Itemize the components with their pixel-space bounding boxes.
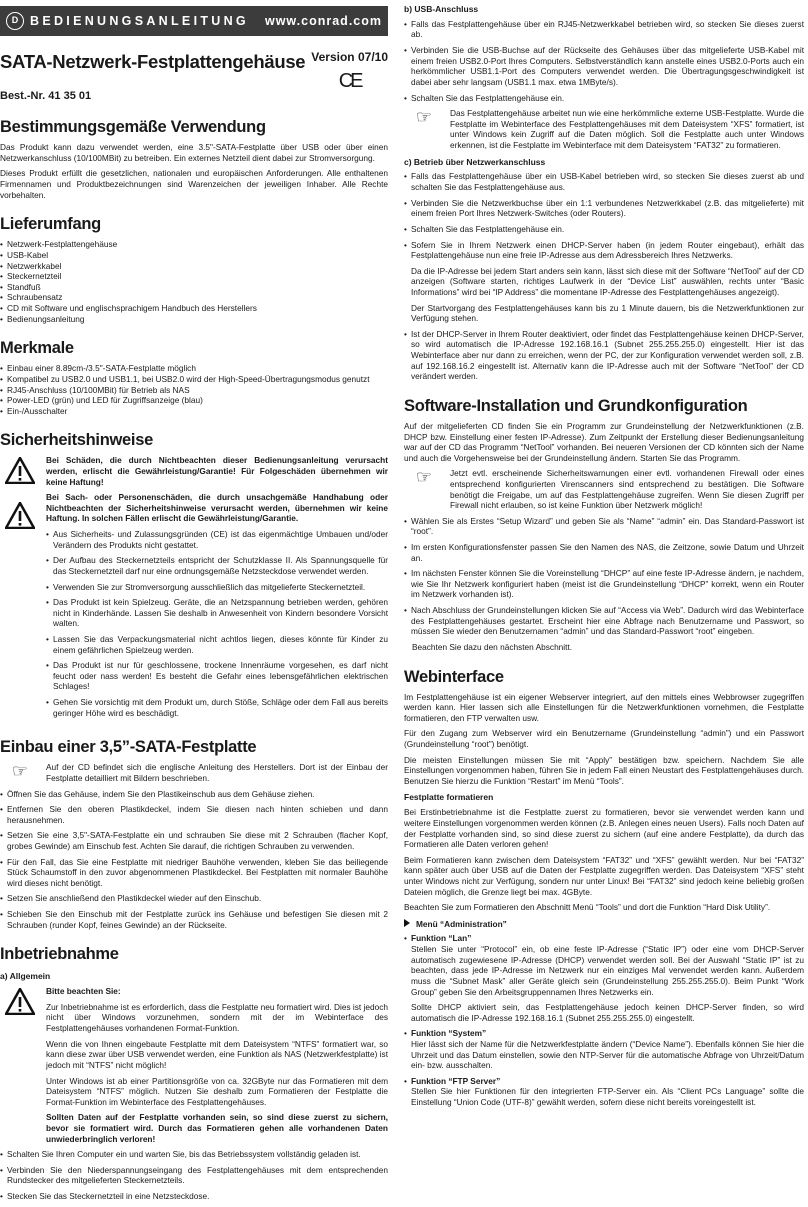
software-list xyxy=(404,516,804,637)
warning-triangle-icon xyxy=(5,502,35,529)
list-item: • Standfuß xyxy=(0,282,388,293)
list-item: • Schalten Sie das Festplattengehäuse ein. xyxy=(404,224,804,235)
list-item: • Stecken Sie das Steckernetzteil in eine Netzsteckdose. xyxy=(0,1191,388,1202)
safety-bold-2: Bei Sach- oder Personenschäden, die durch unsachgemäße Handhabung oder Nichtbeachten der Sicherheitshinweise verursacht werden, übernehmen wir keine Haftung. In solchen Fällen erlischt die Gewährleistung/Garantie. xyxy=(46,492,388,524)
paragraph: Beachten Sie zum Formatieren den Abschnitt Menü “Tools” und dort die Funktion “Hard Disk Utility”. xyxy=(404,902,771,913)
header-banner xyxy=(0,6,388,36)
heading-software: Software-Installation und Grundkonfiguration xyxy=(404,396,748,415)
page-title: SATA-Netzwerk-Festplattengehäuse xyxy=(0,51,306,72)
website-url: www.conrad.com xyxy=(264,14,382,28)
list-item: • Öffnen Sie das Gehäuse, indem Sie den Plastikeinschub aus dem Gehäuse ziehen. xyxy=(0,789,388,800)
heading-bestimmung: Bestimmungsgemäße Verwendung xyxy=(0,118,266,137)
list-item: • Schalten Sie das Festplattengehäuse ein. xyxy=(404,93,804,104)
list-item: • Verwenden Sie zur Stromversorgung ausschließlich das mitgelieferte Steckernetzteil. xyxy=(46,582,388,593)
list-item: • Setzen Sie anschließend den Plastikdeckel wieder auf den Einschub. xyxy=(0,893,388,904)
list-item: • Ein-/Ausschalter xyxy=(0,406,388,417)
list-item: • Funktion “Lan” Stellen Sie unter “Protocol” ein, ob eine feste IP-Adresse (“Static IP”) oder eine vom DHCP-Server automatisch zugewiesene IP-Adresse (DHCP) verwendet werden soll. Bei der Auswahl “Static IP” ist zu beachten, dass jede IP-Adresse im Netzwerk nur ein einziges Mal verwendet werden kann. Außerdem muss die “Subnet Mask” aller Geräte gleich sein (Grundeinstellung 255.255.255.0). Beim Punkt “Work Group” geben Sie den Arbeitsgruppennamen Ihres Netzwerks ein. Sollte DHCP aktiviert sein, das Festplattengehäuse jedoch keinen DHCP-Server finden, so wird automatisch die IP-Adresse 192.168.16.1 (Subnet 255.255.255.0) eingestellt. xyxy=(404,933,804,1023)
subheading-allgemein: a) Allgemein xyxy=(0,971,51,982)
netz-list xyxy=(404,171,804,381)
list-item: • Verbinden Sie den Niederspannungseingang des Festplattengehäuses mit dem entsprechenden Rundstecker des mitgelieferten Steckernetzteils. xyxy=(0,1165,388,1186)
heading-inbetrieb: Inbetriebnahme xyxy=(0,945,119,964)
list-item: • Falls das Festplattengehäuse über ein RJ45-Netzwerkkabel betrieben wird, so stecken Sie dieses zuerst ab. xyxy=(404,19,804,40)
inbetrieb-list xyxy=(0,1149,388,1201)
paragraph: Beim Formatieren kann zwischen dem Dateisystem “FAT32” und “XFS” gewählt werden. Nur bei “FAT32” kann später auch über USB auf die Daten der Festplatte zugegriffen werden. Das Dateisystem “XFS” steht unter Windows nicht zur Verfügung, sondern nur unter Linux! Bei “FAT32” sind jedoch keine beliebig großen Dateien möglich, die Grenze liegt bei max. 4GByte. xyxy=(404,854,804,897)
note-title: Bitte beachten Sie: xyxy=(46,986,121,997)
note-block: ☞ Das Festplattengehäuse arbeitet nun wie eine herkömmliche externe USB-Festplatte. Wurde die Festplatte im Webinterface des Festplattengehäuses mit dem Dateisystem “XFS” formatiert, ist unter Windows kein Zugriff auf die Daten möglich. Soll die Festplatte auch unter Windows erkennen, ist die Festplatte im Webinterface mit dem Dateisystem “FAT32” zu formatieren. xyxy=(404,108,804,150)
brand-logo xyxy=(6,12,249,30)
note-block xyxy=(0,986,388,1149)
admin-list xyxy=(404,933,804,1107)
list-item: • Falls das Festplattengehäuse über ein USB-Kabel betrieben wird, so stecken Sie dieses zuerst ab und schalten Sie das Festplattengehäuse aus. xyxy=(404,171,804,192)
menu-administration-heading: Menü “Administration” xyxy=(404,919,804,930)
list-item: • Das Produkt ist kein Spielzeug. Geräte, die an Netzspannung betrieben werden, gehören nicht in Kinderhände. Lassen Sie deshalb in Anwesenheit von Kindern besondere Vorsicht walten. xyxy=(46,597,388,629)
list-item: • Verbinden Sie die USB-Buchse auf der Rückseite des Gehäuses über das mitgelieferte USB-Kabel mit einem freien USB2.0-Port Ihres Computers. Selbstverständlich kann anstelle eines USB2.0-Ports auch ein herkömmlicher USB1.1-Port des Computers verwendet werden. Die Übertragungsgeschwindigkeit ist dabei aber sehr langsam (USB1.1 max. etwa 1MByte/s). xyxy=(404,45,804,87)
usb-list xyxy=(404,19,804,103)
language-d-icon: D xyxy=(6,12,24,30)
list-item: • Gehen Sie vorsichtig mit dem Produkt um, durch Stöße, Schläge oder dem Fall aus bereits geringer Höhe wird es beschädigt. xyxy=(46,697,388,718)
paragraph: Das Produkt kann dazu verwendet werden, eine 3.5"-SATA-Festplatte über USB oder über einen Netzwerkanschluss (10/100MBit) zu betreiben. Ein externes Netzteil dient dabei zur Stromversorgung. xyxy=(0,142,388,163)
list-item: • Nach Abschluss der Grundeinstellungen klicken Sie auf “Access via Web”. Dadurch wird das Webinterface des Festplattengehäuses gestartet. Erscheint hier eine Abfrage nach Benutzername und Passwort, so müssen Sie wieder den Benutzernamen “admin” und das Standard-Passwort “root” eingeben. xyxy=(404,605,804,637)
arrow-right-icon xyxy=(404,919,410,927)
list-item: • Das Produkt ist nur für geschlossene, trockene Innenräume vorgesehen, es darf nicht feucht oder nass werden! Es besteht die Gefahr eines lebensgefährlichen elektrischen Schlages! xyxy=(46,660,388,692)
paragraph: Sollten Daten auf der Festplatte vorhanden sein, so sind diese zuerst zu sichern, bevor sie formatiert wird. Durch das Formatieren gehen alle vorhandenen Daten unwiederbringlich verloren! xyxy=(46,1112,388,1144)
paragraph: Auf der mitgelieferten CD finden Sie ein Programm zur Grundeinstellung der Netzwerkfunktionen (z.B. DHCP bzw. Einstellung einer festen IP-Adresse). Zum Zeitpunkt der Erstellung dieser Bedienungsanleitung war auf der CD das Programm “NetTool” vorhanden. Bei neueren Versionen der CD könnten sich der Name und auch die Vorgehensweise bei der Grundeinstellung ändern. Starten Sie das Programm. xyxy=(404,420,804,463)
list-item: • Bedienungsanleitung xyxy=(0,314,388,325)
list-item: • Wählen Sie als Erstes “Setup Wizard” und geben Sie als “Name” “admin” ein. Das Standard-Passwort ist “root”. xyxy=(404,516,804,537)
list-item: • Funktion “System” Hier lässt sich der Name für die Netzwerkfestplatte ändern (“Device Name”). Ebenfalls können Sie hier die Uhrzeit und das Datum einstellen, sowie den NTP-Server für die automatische Abfrage von Uhrzeit/Datum ein- bzw. ausschalten. xyxy=(404,1028,804,1070)
list-item: • Entfernen Sie den oberen Plastikdeckel, indem Sie diesen nach hinten schieben und dann herausnehmen. xyxy=(0,804,388,825)
version-block xyxy=(311,50,388,95)
paragraph: Die meisten Einstellungen müssen Sie mit “Apply” bestätigen bzw. speichern. Nachdem Sie alle Einstellungen vorgenommen haben, führen Sie in jedem Fall einen Neustart des Festplattengehäuses durch. Benutzen Sie hierzu die Funktion “Restart” im Menü “Tools”. xyxy=(404,754,804,786)
version-label: Version 07/10 xyxy=(311,50,388,64)
paragraph: Für den Zugang zum Webserver wird ein Benutzername (Grundeinstellung “admin”) und ein Passwort (Grundeinstellung “root”) benötigt. xyxy=(404,728,804,750)
list-item: • CD mit Software und englischsprachigem Handbuch des Herstellers xyxy=(0,303,388,314)
list-item: • Der Aufbau des Steckernetzteils entspricht der Schutzklasse II. Als Spannungsquelle für das Steckernetzteil darf nur eine ordnungsgemäße Netzsteckdose verwendet werden. xyxy=(46,555,388,576)
paragraph: Beachten Sie dazu den nächsten Abschnitt. xyxy=(412,641,573,652)
list-item: • Lassen Sie das Verpackungsmaterial nicht achtlos liegen, dieses könnte für Kinder zu einem gefährlichen Spielzeug werden. xyxy=(46,634,388,655)
list-item: • Einbau einer 8.89cm-/3.5"-SATA-Festplatte möglich xyxy=(0,363,388,374)
list-item: • Aus Sicherheits- und Zulassungsgründen (CE) ist das eigenmächtige Umbauen und/oder Verändern des Produkts nicht gestattet. xyxy=(46,529,388,550)
list-item: • Sofern Sie in Ihrem Netzwerk einen DHCP-Server haben (in jedem Router eingebaut), erhält das Festplattengehäuse nun eine freie IP-Adresse aus dem Adressbereich Ihres Netzwerks. Da die IP-Adresse bei jedem Start anders sein kann, lässt sich diese mit der Software “NetTool” auf der CD anzeigen (Software starten, richtiges Laufwerk in der “Device List” auswählen, rechts unter “Basic Informations” wird bei “IP Address” die momentane IP-Adresse des Festplattengehäuses angezeigt). Der Startvorgang des Festplattengehäuses kann bis zu 1 Minute dauern, bis die Netzwerkfunktionen zur Verfügung stehen. xyxy=(404,240,804,324)
paragraph: Im Festplattengehäuse ist ein eigener Webserver integriert, auf den mittels eines Webbrowser zugegriffen werden kann. Hier lassen sich alle Einstellungen für die Netzwerkfunktionen vornehmen, die Festplatte formatieren, den FTP verwalten usw. xyxy=(404,691,804,723)
list-item: • Für den Fall, das Sie eine Festplatte mit niedriger Bauhöhe verwenden, kleben Sie das beiliegende Stück Schaumstoff in den zuvor abgenommenen Plastikdeckel. Bei Festplatten mit normaler Bauhöhe wird dieses nicht benötigt. xyxy=(0,857,388,889)
order-number: Best.-Nr. 41 35 01 xyxy=(0,89,92,102)
list-item: • Netzwerkkabel xyxy=(0,261,388,272)
ce-mark-icon: CE xyxy=(338,70,361,93)
pointing-hand-icon: ☞ xyxy=(415,467,433,488)
heading-sicherheit: Sicherheitshinweise xyxy=(0,431,153,450)
pointing-hand-icon: ☞ xyxy=(11,761,29,782)
paragraph: Dieses Produkt erfüllt die gesetzlichen, nationalen und europäischen Anforderungen. Alle enthaltenen Firmennamen und Produktbezeichnungen sind Warenzeichen der jeweiligen Inhaber. Alle Rechte vorbehalten. xyxy=(0,168,388,200)
merkmale-list xyxy=(0,363,388,416)
list-item: • USB-Kabel xyxy=(0,250,388,261)
right-column xyxy=(404,0,804,1113)
paragraph: Unter Windows ist ab einer Partitionsgröße von ca. 32GByte nur das Formatieren mit dem Dateisystem “NTFS” möglich. Nutzen Sie deshalb zum Formatieren der Festplatte die Format-Funktion im Webinterface des Festplattengehäuses. xyxy=(46,1075,388,1107)
paragraph: Bei Erstinbetriebnahme ist die Festplatte zuerst zu formatieren, bevor sie verwendet werden kann und weitere Einstellungen vorgenommen werden können (z.B. Anlegen eines neuen Users). Falls noch Daten auf der Festplatte vorhanden sind, so sind diese zuerst zu sichern (auf eine andere Festplatte), da durch das Formatieren alle Daten verloren gehen! xyxy=(404,807,804,850)
lieferumfang-list xyxy=(0,239,388,324)
heading-merkmale: Merkmale xyxy=(0,339,74,358)
list-item: • Netzwerk-Festplattengehäuse xyxy=(0,239,388,250)
left-column xyxy=(0,0,388,1207)
list-item: • Im nächsten Fenster können Sie die Voreinstellung “DHCP” auf eine feste IP-Adresse ändern, je nachdem, wie Sie Ihr Netzwerk konfiguriert haben (meist ist die Grundeinstellung “DHCP” korrekt, wenn ein Router im Netzwerk vorhanden ist). xyxy=(404,568,804,600)
paragraph: Zur Inbetriebnahme ist es erforderlich, dass die Festplatte neu formatiert wird. Dies ist jedoch nicht über Windows vorzunehmen, sondern mit der im Webinterface des Festplattengehäuses vorhandenen Format-Funktion. xyxy=(46,1001,388,1034)
safety-block xyxy=(0,455,388,723)
list-item: • Ist der DHCP-Server in Ihrem Router deaktiviert, oder findet das Festplattengehäuse keinen DHCP-Server, so wird automatisch die IP-Adresse 192.168.16.1 (Subnet 255.255.255.0) eingestellt. Hier ist das Webinterface aber nur dann zu erreichen, wenn der PC, der zur Konfiguration verwendet werden soll, z.B. auf 192.168.16.2 eingestellt ist. Alternativ kann die IP-Adresse auch mit der Software “NetTool” der CD verändert werden. xyxy=(404,329,804,382)
heading-einbau: Einbau einer 3,5”-SATA-Festplatte xyxy=(0,738,257,757)
list-item: • Schraubensatz xyxy=(0,292,388,303)
safety-bold-1: Bei Schäden, die durch Nichtbeachten dieser Bedienungsanleitung verursacht werden, erlischt die Gewährleistung/Garantie! Für Folgeschäden übernehmen wir keine Haftung! xyxy=(46,455,388,487)
paragraph: Wenn die von Ihnen eingebaute Festplatte mit dem Dateisystem “NTFS” formatiert war, so kann diese zwar über USB verwendet werden, eine Funktion als NAS (Netzwerkfestplatte) ist jedoch mit “NTFS” nicht möglich! xyxy=(46,1038,388,1070)
list-item: • Schieben Sie den Einschub mit der Festplatte zurück ins Gehäuse und befestigen Sie diesen mit 2 Schrauben (runder Kopf, feines Gewinde) an der Rückseite. xyxy=(0,909,388,930)
einbau-list xyxy=(0,789,388,931)
subheading-format: Festplatte formatieren xyxy=(404,792,494,803)
warning-triangle-icon xyxy=(5,988,35,1015)
pointing-hand-icon: ☞ xyxy=(415,107,433,128)
safety-list xyxy=(46,529,388,718)
list-item: • Funktion “FTP Server” Stellen Sie hier Funktionen für den integrierten FTP-Server ein. Als “Client PCs Language” sollte die Einstellung “Union Code (UTF-8)” gewählt werden, sofern diese nicht bereits voreingestellt ist. xyxy=(404,1076,804,1108)
list-item: • Schalten Sie Ihren Computer ein und warten Sie, bis das Betriebssystem vollständig geladen ist. xyxy=(0,1149,388,1160)
list-item: • RJ45-Anschluss (10/100MBit) für Betrieb als NAS xyxy=(0,385,388,396)
subheading-usb: b) USB-Anschluss xyxy=(404,4,479,14)
manual-label: BEDIENUNGSANLEITUNG xyxy=(30,14,249,28)
list-item: • Verbinden Sie die Netzwerkbuchse über ein 1:1 verbundenes Netzwerkkabel (z.B. das mitgelieferte) mit einem freien Port Ihres Netzwerk-Switches (oder Routers). xyxy=(404,198,804,219)
heading-webinterface: Webinterface xyxy=(404,667,504,686)
warning-triangle-icon xyxy=(5,457,35,484)
list-item: • Im ersten Konfigurationsfenster passen Sie den Namen des NAS, die Zeitzone, sowie Datum und Uhrzeit an. xyxy=(404,542,804,563)
heading-lieferumfang: Lieferumfang xyxy=(0,215,101,234)
list-item: • Setzen Sie eine 3,5"-SATA-Festplatte ein und schrauben Sie diese mit 2 Schrauben (flacher Kopf, grobes Gewinde) am Einschub fest. Achten Sie darauf, die richtigen Schrauben zu verwenden. xyxy=(0,830,388,851)
subheading-netzwerk: c) Betrieb über Netzwerkanschluss xyxy=(404,156,546,167)
list-item: • Steckernetzteil xyxy=(0,271,388,282)
note-block: ☞ Jetzt evtl. erscheinende Sicherheitswarnungen einer evtl. vorhandenen Firewall oder eines entsprechend konfigurierten Virenscanners sind entsprechend zu bestätigen. Die Software benötigt die Freigabe, um auf das Festplattengehäuse zugreifen. Wenn Sie diesen Zugriff per Firewall nicht erlauben, so ist keine Funktion über Netzwerk möglich! xyxy=(404,468,804,510)
list-item: • Kompatibel zu USB2.0 und USB1.1, bei USB2.0 wird der High-Speed-Übertragungsmodus genutzt xyxy=(0,374,388,385)
note-block: ☞ Auf der CD befindet sich die englische Anleitung des Herstellers. Dort ist der Einbau der Festplatte detailliert mit Bildern beschrieben. xyxy=(0,762,388,783)
list-item: • Power-LED (grün) und LED für Zugriffsanzeige (blau) xyxy=(0,395,388,406)
